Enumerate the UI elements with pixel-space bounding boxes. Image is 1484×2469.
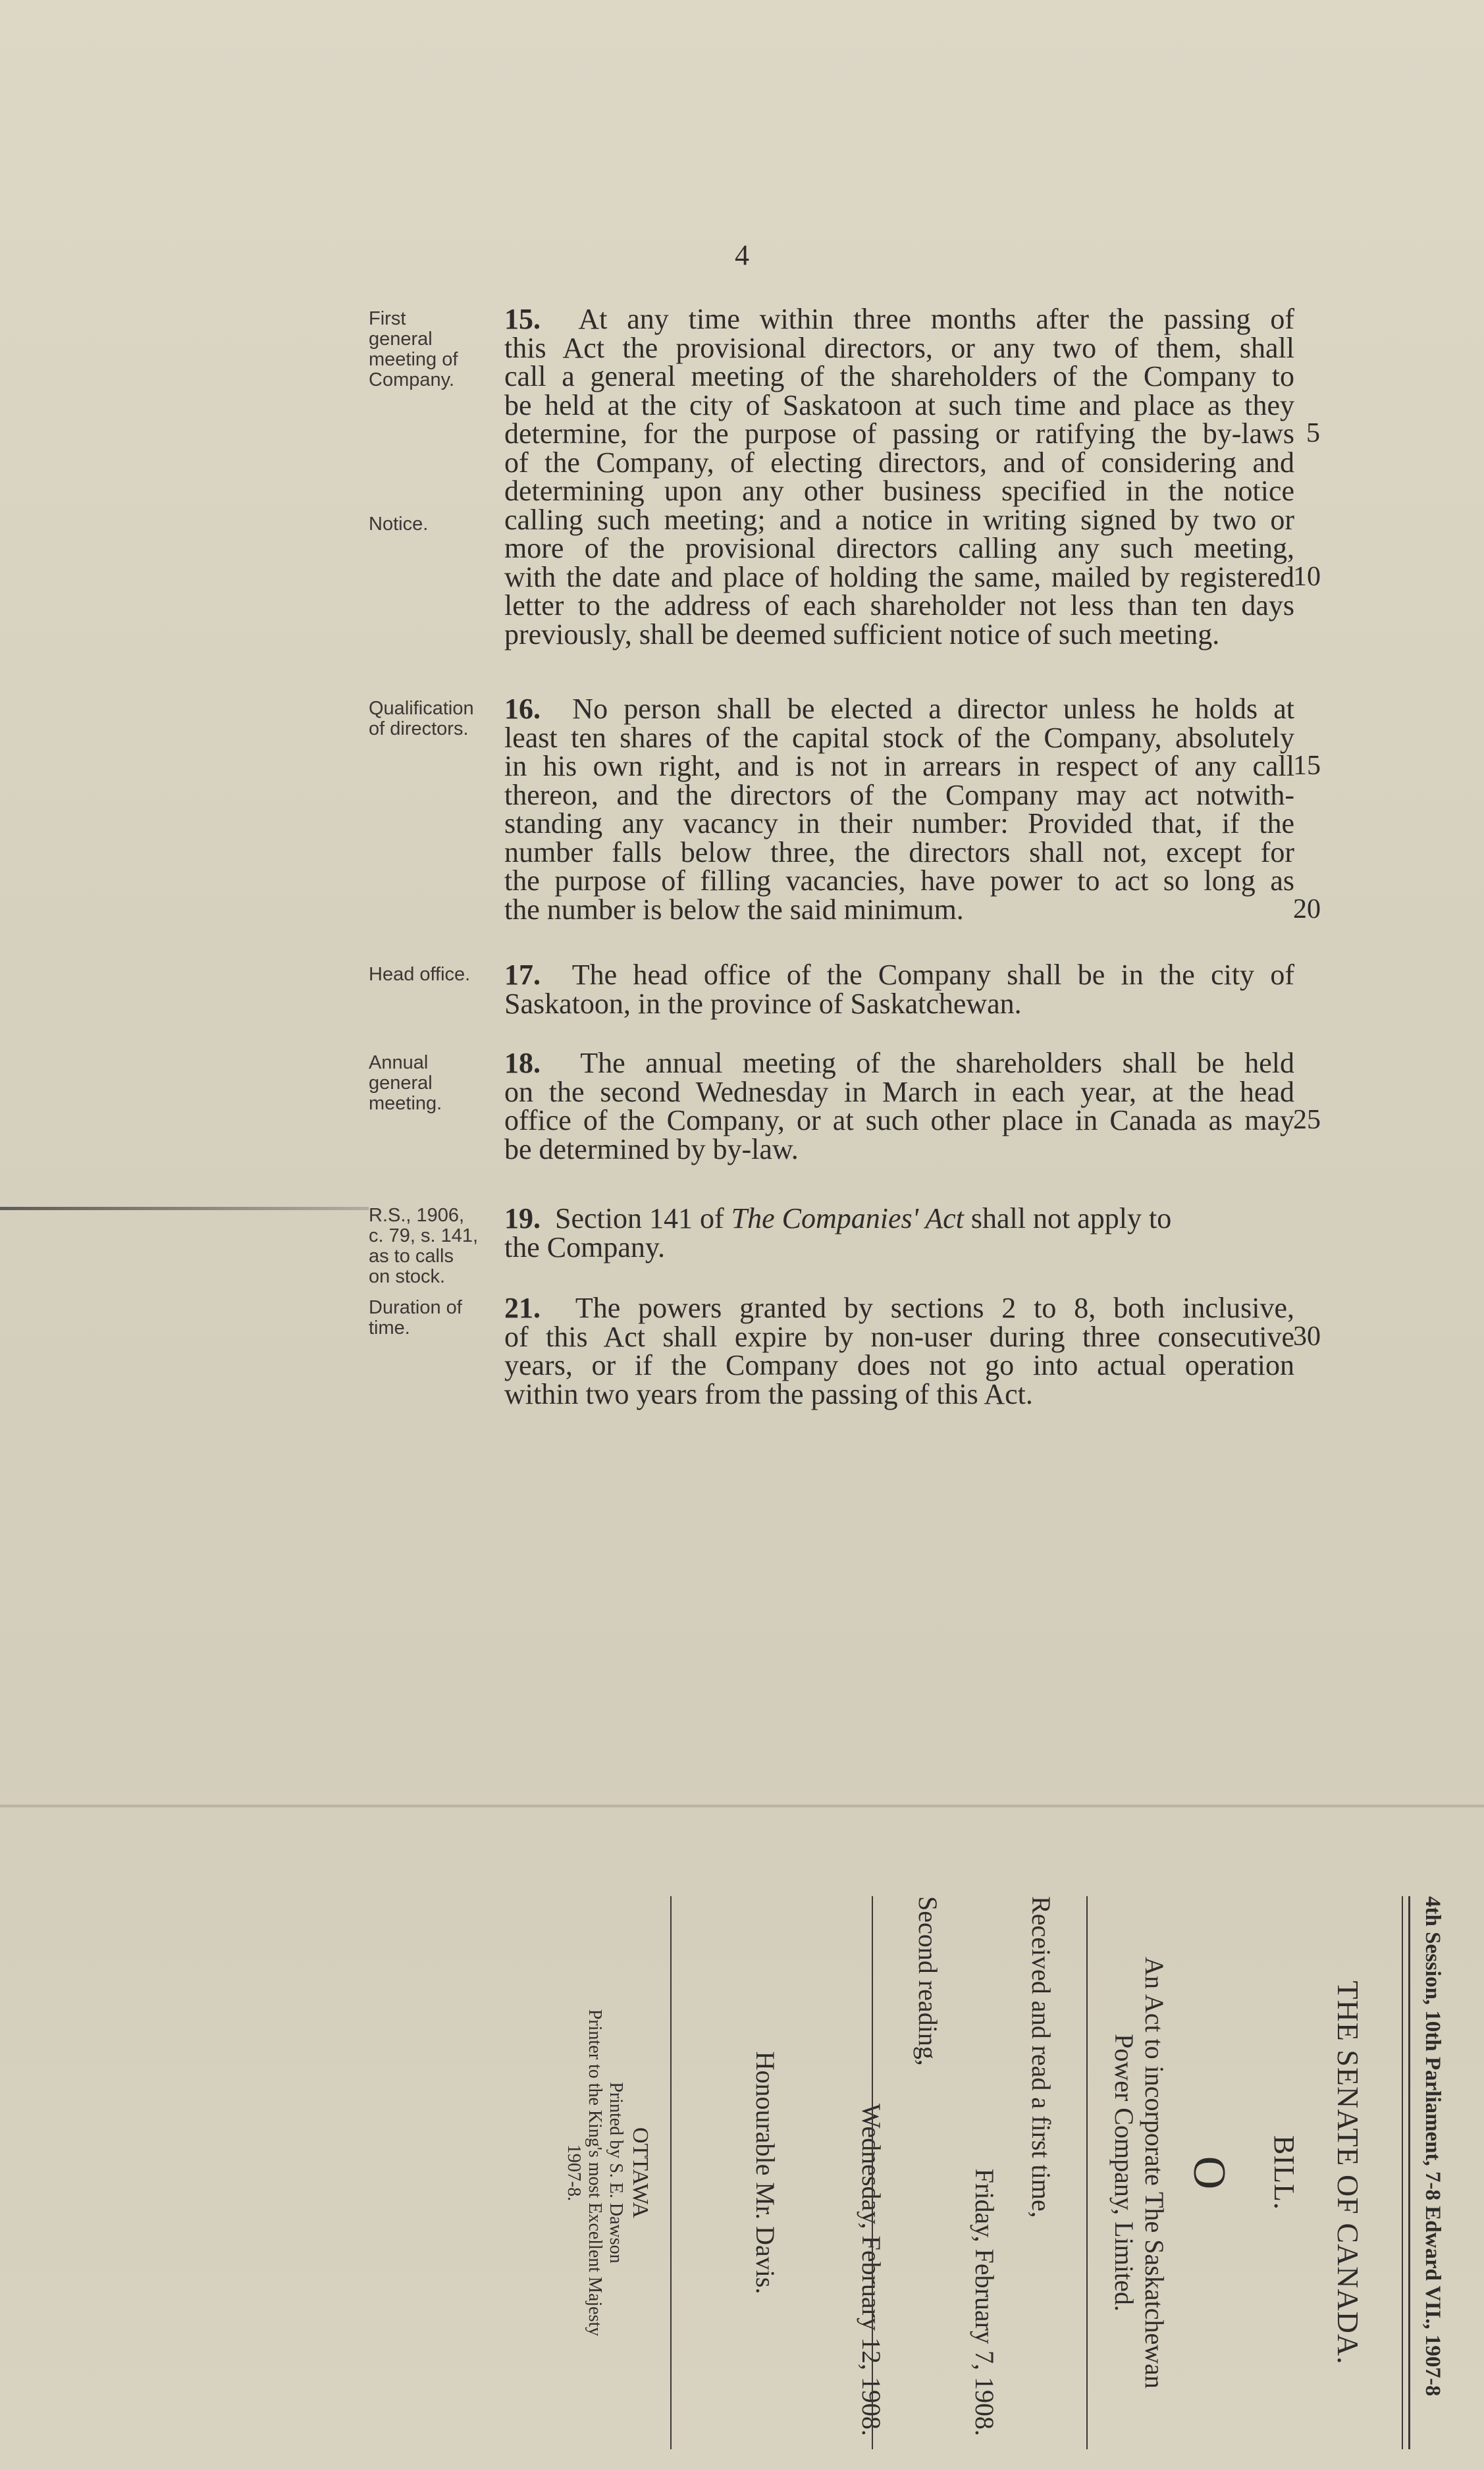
text-line — [504, 1294, 1294, 1323]
text-line — [504, 1049, 1294, 1078]
line-number: 25 — [1293, 1105, 1321, 1135]
page-fold — [0, 1804, 1484, 1808]
margin-note-line: as to calls — [369, 1246, 454, 1267]
second-reading-date: Wednesday, February 12, 1908. — [857, 2103, 886, 2436]
margin-note-line: Duration of — [369, 1297, 462, 1318]
section-number: 15. — [504, 303, 541, 335]
text-line — [504, 305, 1294, 334]
margin-note-line: Company. — [369, 369, 455, 390]
margin-note-line: Qualification — [369, 698, 474, 719]
senate-heading: THE SENATE OF CANADA. — [1331, 1980, 1365, 2365]
text-line: with the date and place of holding the same, mailed by registered — [504, 560, 1294, 593]
text: No person shall be elected a director unless he holds at — [572, 693, 1295, 725]
text-line — [504, 1204, 1294, 1233]
rule — [1086, 1896, 1088, 2449]
printer-name: Printed by S. E. Dawson — [606, 2082, 626, 2264]
margin-note-annual-meeting — [369, 1053, 500, 1114]
section-21-text — [504, 1294, 1294, 1408]
margin-note-line: time. — [369, 1317, 410, 1339]
text-line: least ten shares of the capital stock of the Company, absolutely — [504, 721, 1294, 754]
text-line: of the Company, of electing directors, and of considering and — [504, 446, 1294, 479]
printer-title: Printer to the King's most Excellent Majesty — [585, 2009, 605, 2337]
text-line: number falls below three, the directors shall not, except for — [504, 836, 1294, 868]
margin-note-line: general — [369, 1073, 433, 1094]
text-line: determine, for the purpose of passing or ratifying the by-laws — [504, 417, 1294, 450]
text: Section 141 of — [555, 1202, 731, 1234]
text: The annual meeting of the shareholders shall be held — [580, 1047, 1294, 1079]
text-line: of this Act shall expire by non-user during three consecutive — [504, 1320, 1294, 1353]
text-line: determining upon any other business specified in the notice — [504, 475, 1294, 507]
margin-note-line: Annual — [369, 1052, 429, 1073]
section-19-text — [504, 1204, 1294, 1261]
fold-crease — [0, 1207, 369, 1210]
line-number: 10 — [1293, 562, 1321, 592]
section-number: 21. — [504, 1292, 541, 1324]
margin-note-duration — [369, 1298, 500, 1339]
margin-note-line: R.S., 1906, — [369, 1205, 465, 1226]
margin-note-line: general — [369, 329, 433, 350]
section-number: 17. — [504, 959, 541, 991]
bill-title — [1109, 1896, 1169, 2449]
text: At any time within three months after the passing of — [578, 303, 1294, 335]
text-line: office of the Company, or at such other place in Canada as may — [504, 1104, 1294, 1136]
section-number: 18. — [504, 1047, 541, 1079]
page-number: 4 — [735, 239, 749, 271]
text-line — [504, 961, 1294, 990]
section-16-text — [504, 695, 1294, 924]
section-18-text — [504, 1049, 1294, 1163]
text-line: years, or if the Company does not go into actual operation — [504, 1349, 1294, 1381]
text-line: this Act the provisional directors, or any two of them, shall — [504, 331, 1294, 364]
line-number: 15 — [1293, 751, 1321, 781]
text-line: be determined by by-law. — [504, 1132, 799, 1165]
text-line: thereon, and the directors of the Company may act notwith- — [504, 778, 1294, 811]
margin-note-rs-1906 — [369, 1206, 500, 1287]
double-rule — [1402, 1896, 1410, 2449]
session-line: 4th Session, 10th Parliament, 7-8 Edward VII., 1907-8 — [1421, 1896, 1444, 2397]
place: OTTAWA — [628, 2127, 652, 2219]
line-number: 5 — [1306, 418, 1320, 448]
text-line: be held at the city of Saskatoon at such time and place as they — [504, 388, 1294, 421]
act-title: The Companies' Act — [731, 1202, 964, 1234]
line-number: 20 — [1293, 894, 1321, 924]
text-line: the purpose of filling vacancies, have power to act so long as — [504, 864, 1294, 897]
text-line: more of the provisional directors calling any such meeting, — [504, 532, 1294, 564]
text: The powers granted by sections 2 to 8, both inclusive, — [575, 1292, 1294, 1324]
text-line: Saskatoon, in the province of Saskatchewan. — [504, 987, 1022, 1020]
margin-note-head-office — [369, 965, 500, 985]
text-line: in his own right, and is not in arrears in respect of any call — [504, 750, 1294, 782]
margin-note-first-general-meeting — [369, 309, 500, 390]
text-line: call a general meeting of the shareholders of the Company to — [504, 360, 1294, 392]
margin-note-line: First — [369, 308, 406, 329]
print-year: 1907-8. — [564, 2144, 584, 2202]
text-line: calling such meeting; and a notice in writing signed by two or — [504, 503, 1294, 536]
margin-note-qualification — [369, 699, 500, 739]
rule — [872, 1896, 873, 2449]
text-line: within two years from the passing of this Act. — [504, 1377, 1033, 1410]
first-reading-label: Received and read a first time, — [1026, 1896, 1056, 2218]
readings — [843, 1896, 1069, 2449]
rule — [670, 1896, 672, 2449]
margin-note-line: c. 79, s. 141, — [369, 1225, 479, 1246]
text: The head office of the Company shall be in the city of — [571, 959, 1294, 991]
margin-note-line: of directors. — [369, 718, 469, 739]
margin-note-line: on stock. — [369, 1266, 446, 1287]
section-number: 19. — [504, 1202, 541, 1234]
second-reading-label: Second reading, — [913, 1896, 943, 2066]
margin-note-notice: Notice. — [369, 514, 429, 535]
text-line — [504, 695, 1294, 724]
printer-info — [563, 1896, 626, 2449]
margin-note-line: meeting of — [369, 349, 458, 370]
text-line: standing any vacancy in their number: Provided that, if the — [504, 807, 1294, 839]
line-number: 30 — [1293, 1321, 1321, 1352]
bill-letter: O — [1184, 2156, 1234, 2190]
bill-heading: BILL. — [1268, 2135, 1300, 2210]
margin-note-line: Head office. — [369, 964, 471, 985]
section-17-text — [504, 961, 1294, 1018]
text-line: previously, shall be deemed sufficient notice of such meeting. — [504, 618, 1220, 650]
first-reading-date: Friday, February 7, 1908. — [970, 2168, 999, 2436]
text-line: the Company. — [504, 1231, 665, 1263]
bill-title-line: An Act to incorporate The Saskatchewan — [1140, 1957, 1169, 2389]
bill-title-line: Power Company, Limited. — [1109, 2034, 1139, 2312]
bill-back-cover — [201, 1896, 1444, 2449]
margin-note-line: meeting. — [369, 1093, 442, 1114]
text-line: letter to the address of each shareholder not less than ten days — [504, 589, 1294, 622]
sponsor: Honourable Mr. Davis. — [751, 2051, 780, 2295]
text-line: on the second Wednesday in March in each year, at the head — [504, 1075, 1294, 1108]
text-line: the number is below the said minimum. — [504, 893, 964, 926]
section-number: 16. — [504, 693, 541, 725]
text: shall not apply to — [963, 1202, 1172, 1234]
section-15-text — [504, 305, 1294, 649]
